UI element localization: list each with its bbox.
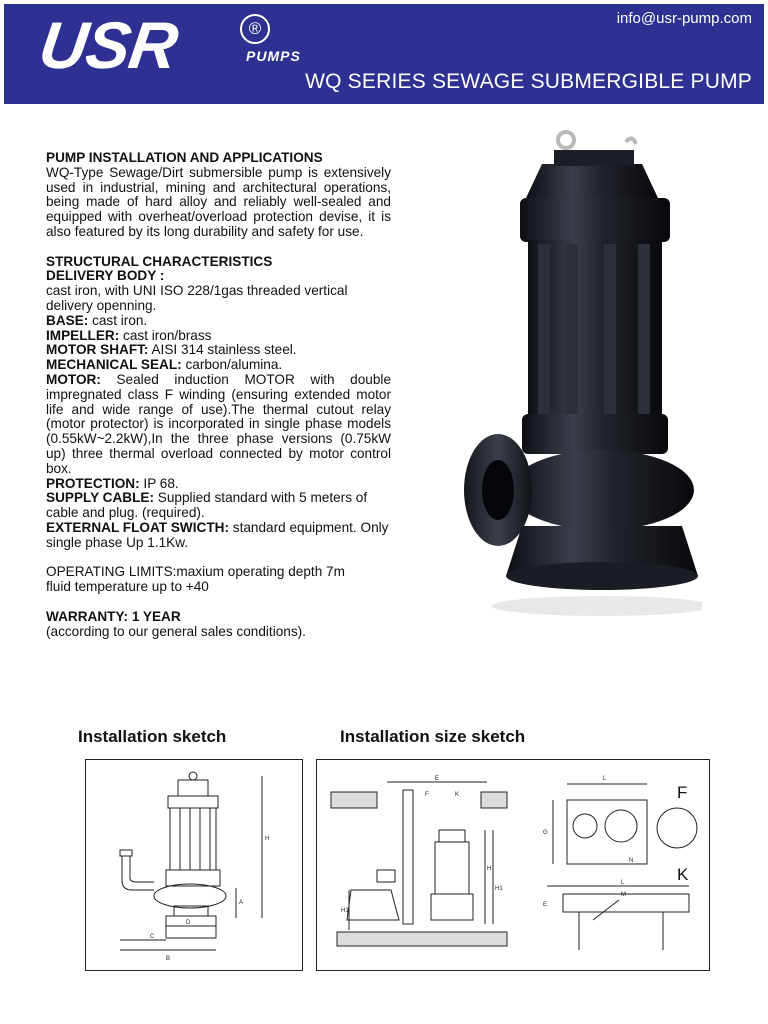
spec-motor-shaft: MOTOR SHAFT: AISI 314 stainless steel. — [46, 342, 297, 358]
install-sketch-title: Installation sketch — [78, 727, 227, 746]
svg-text:L: L — [603, 776, 607, 782]
svg-text:H1: H1 — [495, 886, 503, 892]
svg-text:H: H — [265, 836, 270, 842]
spec-mechanical-seal: MECHANICAL SEAL: carbon/alumina. — [46, 357, 283, 373]
label-k: K — [677, 865, 689, 884]
warranty-text: (according to our general sales conditions). — [46, 623, 306, 639]
intro-title: PUMP INSTALLATION AND APPLICATIONS — [46, 150, 323, 165]
svg-text:E: E — [435, 776, 440, 782]
svg-text:N: N — [629, 858, 634, 864]
header-banner — [4, 4, 764, 104]
svg-text:H1: H1 — [341, 908, 349, 914]
svg-text:L: L — [621, 880, 625, 886]
svg-text:E: E — [543, 902, 548, 908]
install-sketch-drawing — [86, 760, 302, 970]
size-sketch-box — [316, 759, 710, 971]
logo-text: USR — [34, 8, 182, 82]
structure-title: STRUCTURAL CHARACTERISTICS — [46, 253, 273, 269]
spec-impeller: IMPELLER: cast iron/brass — [46, 327, 212, 343]
operating-limits-line1: OPERATING LIMITS:maxium operating depth 7m — [46, 564, 345, 580]
usr-logo — [34, 8, 301, 82]
svg-text:F: F — [425, 792, 429, 798]
warranty-title: WARRANTY: 1 YEAR — [46, 608, 181, 624]
operating-limits-line2: fluid temperature up to +40 — [46, 579, 209, 595]
spec-supply-cable: SUPPLY CABLE: Supplied standard with 5 meters of cable and plug. (required). — [46, 490, 368, 521]
registered-mark: ® — [240, 14, 270, 44]
size-sketch-drawing — [317, 760, 709, 970]
size-sketch-title: Installation size sketch — [340, 727, 526, 746]
install-sketch-box — [85, 759, 303, 971]
logo-pumps-text: PUMPS — [246, 48, 301, 64]
spec-motor: MOTOR: Sealed induction MOTOR with double impregnated class F winding (ensuring extended motor life and wide range of use).The thermal cutout relay (motor protector) is incorporated in single phase models (0.55kW~2.2kW),In the three phase versions (0.75kW up) three thermal overload connected by motor control box. — [46, 371, 391, 476]
contact-email[interactable]: info@usr-pump.com — [616, 10, 752, 27]
spec-protection: PROTECTION: IP 68. — [46, 475, 179, 491]
svg-text:A: A — [239, 900, 244, 906]
spec-text-column — [46, 151, 391, 639]
page-title: WQ SERIES SEWAGE SUBMERGIBLE PUMP — [305, 70, 752, 93]
svg-text:G: G — [543, 830, 548, 836]
delivery-text: cast iron, with UNI ISO 228/1gas threaded vertical delivery openning. — [46, 283, 348, 313]
svg-text:M: M — [621, 892, 626, 898]
delivery-label: DELIVERY BODY : — [46, 268, 165, 284]
svg-text:D: D — [186, 920, 191, 926]
svg-text:B: B — [166, 956, 171, 962]
pump-photo — [462, 128, 702, 620]
intro-text: WQ-Type Sewage/Dirt submersible pump is extensively used in industrial, mining and architectural operations, being made of hard alloy and reliably well-sealed and equipped with overheat/overload protection devise, it is also featured by its long durability and safety for use. — [46, 164, 391, 239]
svg-text:H: H — [487, 866, 492, 872]
spec-float-switch: EXTERNAL FLOAT SWICTH: standard equipment. Only single phase Up 1.1Kw. — [46, 519, 389, 550]
svg-text:C: C — [150, 934, 155, 940]
label-f: F — [677, 783, 688, 802]
svg-text:K: K — [455, 792, 460, 798]
spec-base: BASE: cast iron. — [46, 312, 148, 328]
